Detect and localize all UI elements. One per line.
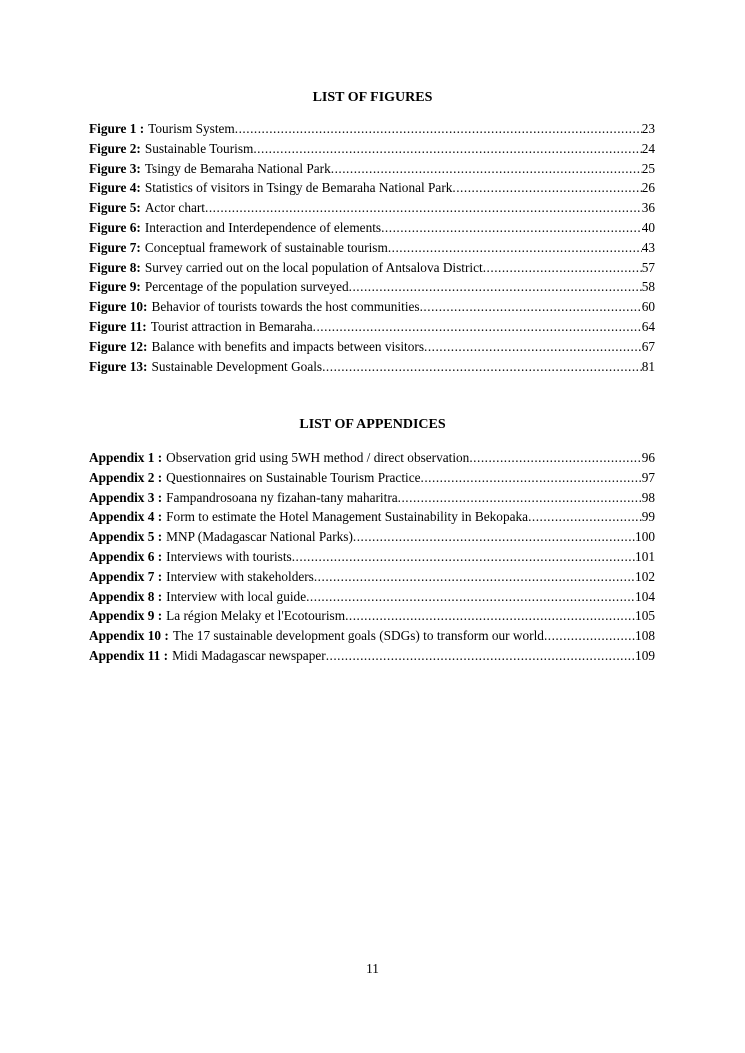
entry-title: Tourist attraction in Bemaraha <box>150 318 313 334</box>
entry-label: Appendix 11 : <box>89 647 169 663</box>
entry-title: Tsingy de Bemaraha National Park <box>144 160 331 176</box>
entry-page: 40 <box>641 219 655 235</box>
figure-entry-5[interactable] <box>89 198 655 218</box>
entry-label: Appendix 10 : <box>89 628 169 644</box>
entry-label: Figure 6: <box>89 219 141 235</box>
entry-label: Figure 11: <box>89 318 147 334</box>
dot-leader <box>421 468 642 488</box>
entry-label: Figure 2: <box>89 140 141 156</box>
figure-entry-2[interactable] <box>89 139 655 159</box>
dot-leader <box>349 277 642 297</box>
entry-page: 101 <box>635 548 655 564</box>
dot-leader <box>253 139 641 159</box>
entry-label: Figure 10: <box>89 299 148 315</box>
entry-label: Figure 3: <box>89 160 141 176</box>
dot-leader <box>420 297 642 317</box>
appendix-entry-10[interactable] <box>89 626 655 646</box>
dot-leader <box>469 448 641 468</box>
entry-label: Appendix 7 : <box>89 568 163 584</box>
appendices-list <box>89 448 655 666</box>
figure-entry-4[interactable] <box>89 178 655 198</box>
dot-leader <box>381 218 642 238</box>
figure-entry-6[interactable] <box>89 218 655 238</box>
figure-entry-11[interactable] <box>89 317 655 337</box>
entry-label: Appendix 8 : <box>89 588 163 604</box>
figure-entry-1[interactable] <box>89 119 655 139</box>
entry-page: 64 <box>641 318 655 334</box>
entry-page: 104 <box>635 588 655 604</box>
entry-page: 98 <box>641 489 655 505</box>
appendix-entry-1[interactable] <box>89 448 655 468</box>
figure-entry-13[interactable] <box>89 357 655 377</box>
entry-label: Appendix 9 : <box>89 608 163 624</box>
appendix-entry-9[interactable] <box>89 606 655 626</box>
dot-leader <box>235 119 642 139</box>
entry-page: 24 <box>641 140 655 156</box>
dot-leader <box>353 527 635 547</box>
entry-label: Figure 8: <box>89 259 141 275</box>
entry-label: Appendix 4 : <box>89 509 163 525</box>
entry-page: 58 <box>641 279 655 295</box>
entry-title: Interviews with tourists <box>166 548 292 564</box>
entry-label: Figure 12: <box>89 338 148 354</box>
dot-leader <box>306 587 635 607</box>
entry-label: Figure 4: <box>89 180 141 196</box>
figures-heading: LIST OF FIGURES <box>312 90 433 105</box>
entry-title: MNP (Madagascar National Parks) <box>166 529 353 545</box>
entry-label: Figure 7: <box>89 239 141 255</box>
entry-label: Appendix 3 : <box>89 489 163 505</box>
entry-label: Figure 13: <box>89 358 148 374</box>
appendix-entry-4[interactable] <box>89 507 655 527</box>
entry-page: 43 <box>641 239 655 255</box>
dot-leader <box>424 337 642 357</box>
entry-page: 100 <box>635 529 655 545</box>
entry-title: Conceptual framework of sustainable tourism <box>144 239 388 255</box>
dot-leader <box>544 626 635 646</box>
entry-page: 81 <box>641 358 655 374</box>
entry-title: The 17 sustainable development goals (SDGs) to transform our world <box>172 628 544 644</box>
appendix-entry-7[interactable] <box>89 567 655 587</box>
entry-label: Appendix 6 : <box>89 548 163 564</box>
appendices-heading: LIST OF APPENDICES <box>299 417 446 432</box>
entry-title: Interview with stakeholders <box>166 568 314 584</box>
entry-page: 105 <box>635 608 655 624</box>
entry-page: 23 <box>641 121 655 136</box>
entry-label: Appendix 5 : <box>89 529 163 545</box>
dot-leader <box>345 606 635 626</box>
figure-entry-8[interactable] <box>89 258 655 278</box>
entry-title: Midi Madagascar newspaper <box>172 647 326 663</box>
figure-entry-9[interactable] <box>89 277 655 297</box>
figure-entry-7[interactable] <box>89 238 655 258</box>
dot-leader <box>483 258 642 278</box>
entry-title: Statistics of visitors in Tsingy de Bemaraha National Park <box>144 180 453 196</box>
dot-leader <box>314 567 635 587</box>
entry-title: Percentage of the population surveyed <box>144 279 349 295</box>
entry-title: Observation grid using 5WH method / direct observation <box>166 450 470 465</box>
dot-leader <box>528 507 642 527</box>
page-number: 11 <box>366 961 379 976</box>
dot-leader <box>331 159 642 179</box>
entry-title: Sustainable Tourism <box>144 140 254 156</box>
entry-page: 60 <box>641 299 655 315</box>
entry-title: La région Melaky et l'Ecotourism <box>166 608 346 624</box>
entry-title: Balance with benefits and impacts between visitors <box>151 338 424 354</box>
appendix-entry-11[interactable] <box>89 646 655 666</box>
entry-page: 25 <box>641 160 655 176</box>
figure-entry-12[interactable] <box>89 337 655 357</box>
entry-page: 57 <box>641 259 655 275</box>
dot-leader <box>313 317 642 337</box>
dot-leader <box>452 178 641 198</box>
appendix-entry-5[interactable] <box>89 527 655 547</box>
figure-entry-3[interactable] <box>89 159 655 179</box>
dot-leader <box>398 488 642 508</box>
dot-leader <box>326 646 635 666</box>
appendix-entry-2[interactable] <box>89 468 655 488</box>
entry-title: Survey carried out on the local population of Antsalova District <box>144 259 483 275</box>
entry-page: 26 <box>641 180 655 196</box>
entry-title: Tourism System <box>148 121 235 136</box>
dot-leader <box>292 547 635 567</box>
entry-page: 67 <box>641 338 655 354</box>
entry-title: Behavior of tourists towards the host communities <box>151 299 420 315</box>
entry-label: Figure 9: <box>89 279 141 295</box>
appendix-entry-3[interactable] <box>89 488 655 508</box>
figure-entry-10[interactable] <box>89 297 655 317</box>
entry-label: Figure 5: <box>89 200 141 216</box>
dot-leader <box>322 357 642 377</box>
entry-label: Appendix 1 : <box>89 450 163 465</box>
entry-title: Fampandrosoana ny fizahan-tany maharitra <box>166 489 398 505</box>
appendix-entry-8[interactable] <box>89 587 655 607</box>
entry-page: 102 <box>635 568 655 584</box>
entry-title: Interaction and Interdependence of elements <box>144 219 382 235</box>
dot-leader <box>205 198 642 218</box>
entry-page: 96 <box>641 450 655 465</box>
entry-title: Questionnaires on Sustainable Tourism Practice <box>166 469 421 485</box>
entry-title: Interview with local guide <box>166 588 307 604</box>
entry-title: Form to estimate the Hotel Management Sustainability in Bekopaka <box>166 509 529 525</box>
entry-title: Sustainable Development Goals <box>151 358 323 374</box>
appendix-entry-6[interactable] <box>89 547 655 567</box>
entry-label: Appendix 2 : <box>89 469 163 485</box>
entry-title: Actor chart <box>144 200 206 216</box>
figures-list <box>89 119 655 376</box>
entry-page: 109 <box>635 647 655 663</box>
entry-page: 36 <box>641 200 655 216</box>
entry-label: Figure 1 : <box>89 121 145 136</box>
entry-page: 99 <box>641 509 655 525</box>
entry-page: 108 <box>635 628 655 644</box>
entry-page: 97 <box>641 469 655 485</box>
dot-leader <box>388 238 642 258</box>
